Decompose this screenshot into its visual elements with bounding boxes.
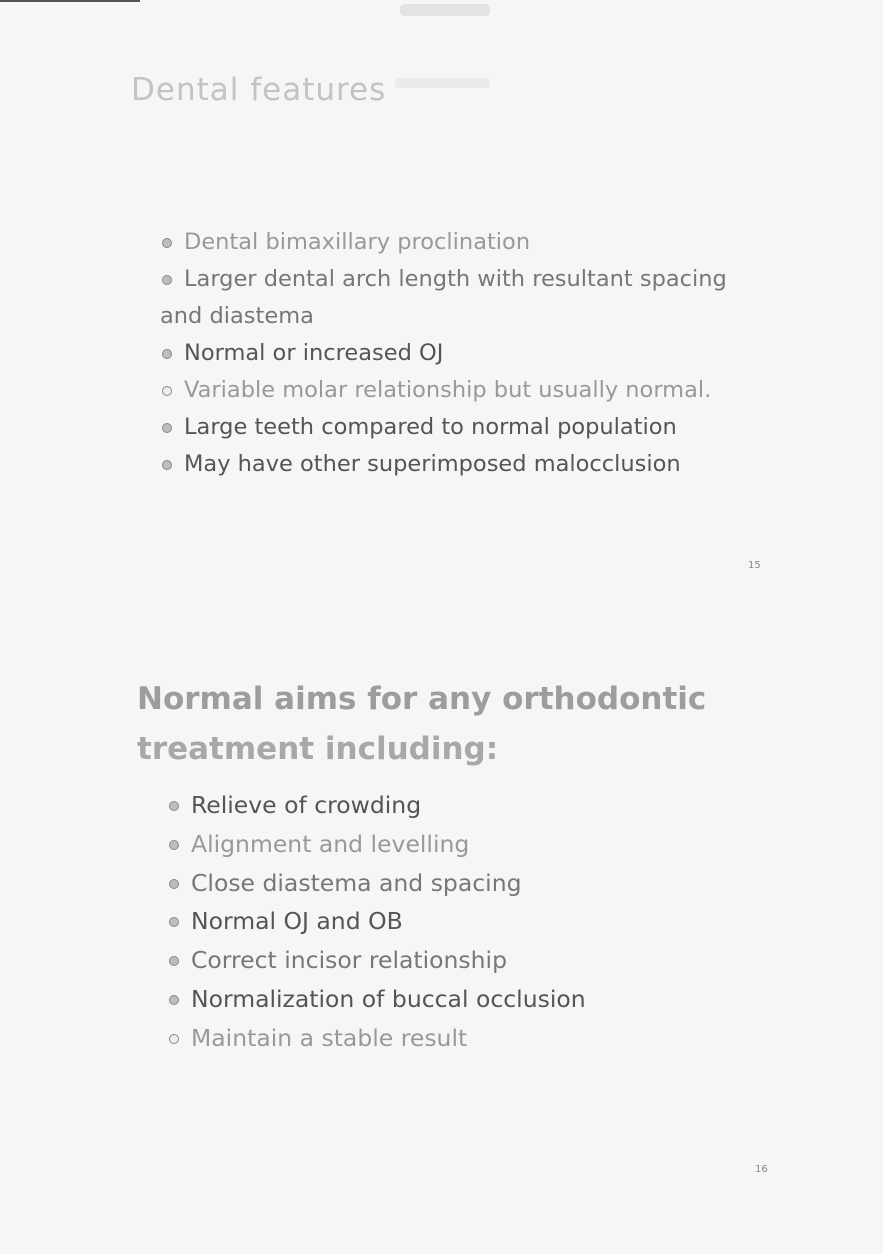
bullet-icon bbox=[162, 386, 172, 396]
list-item-text: Normal or increased OJ bbox=[184, 340, 444, 366]
list-item bbox=[160, 224, 780, 261]
list-item-text: Relieve of crowding bbox=[191, 791, 422, 819]
list-item-text: Variable molar relationship but usually normal. bbox=[184, 377, 712, 403]
list-item-text: Correct incisor relationship bbox=[191, 946, 507, 975]
bullet-icon bbox=[169, 879, 179, 889]
page-number: 16 bbox=[755, 1164, 768, 1175]
list-item-text: Close diastema and spacing bbox=[191, 868, 522, 897]
list-item-text: Large teeth compared to normal population bbox=[184, 414, 677, 440]
list-item bbox=[167, 941, 727, 980]
slide-title-line: Normal aims for any orthodontic bbox=[137, 681, 707, 717]
list-item-text: Alignment and levelling bbox=[191, 829, 470, 858]
list-item bbox=[167, 864, 727, 903]
bullet-icon bbox=[169, 840, 179, 850]
bullet-icon bbox=[169, 956, 179, 966]
list-item-text: Normal OJ and OB bbox=[191, 907, 403, 936]
slide-title: Dental features bbox=[131, 72, 387, 108]
bullet-icon bbox=[162, 238, 172, 248]
list-item bbox=[160, 335, 780, 372]
list-item-text: Larger dental arch length with resultant spacing bbox=[184, 266, 727, 292]
bullet-icon bbox=[169, 1034, 179, 1044]
bullet-icon bbox=[169, 801, 179, 811]
bullet-icon bbox=[169, 995, 179, 1005]
bullet-icon bbox=[162, 423, 172, 433]
bullet-list bbox=[167, 786, 727, 1058]
list-item bbox=[167, 980, 727, 1019]
bullet-icon bbox=[162, 275, 172, 285]
list-item-text: Normalization of buccal occlusion bbox=[191, 984, 586, 1013]
list-item bbox=[160, 372, 780, 409]
slide-title bbox=[137, 674, 757, 774]
list-item-text: Maintain a stable result bbox=[191, 1023, 468, 1052]
bullet-list bbox=[160, 224, 780, 483]
slide-dental-features bbox=[0, 0, 883, 620]
list-item bbox=[167, 902, 727, 941]
list-item bbox=[167, 1019, 727, 1058]
page-number: 15 bbox=[748, 560, 761, 571]
bullet-icon bbox=[169, 917, 179, 927]
list-item-text-continued: and diastema bbox=[160, 303, 314, 329]
list-item bbox=[160, 446, 780, 483]
list-item bbox=[160, 409, 780, 446]
bullet-icon bbox=[162, 460, 172, 470]
slide-title-line: treatment including: bbox=[137, 731, 499, 767]
list-item-text: May have other superimposed malocclusion bbox=[184, 451, 681, 477]
list-item bbox=[160, 261, 780, 335]
list-item-text: Dental bimaxillary proclination bbox=[184, 229, 531, 255]
bullet-icon bbox=[162, 349, 172, 359]
list-item bbox=[167, 825, 727, 864]
list-item bbox=[167, 786, 727, 825]
